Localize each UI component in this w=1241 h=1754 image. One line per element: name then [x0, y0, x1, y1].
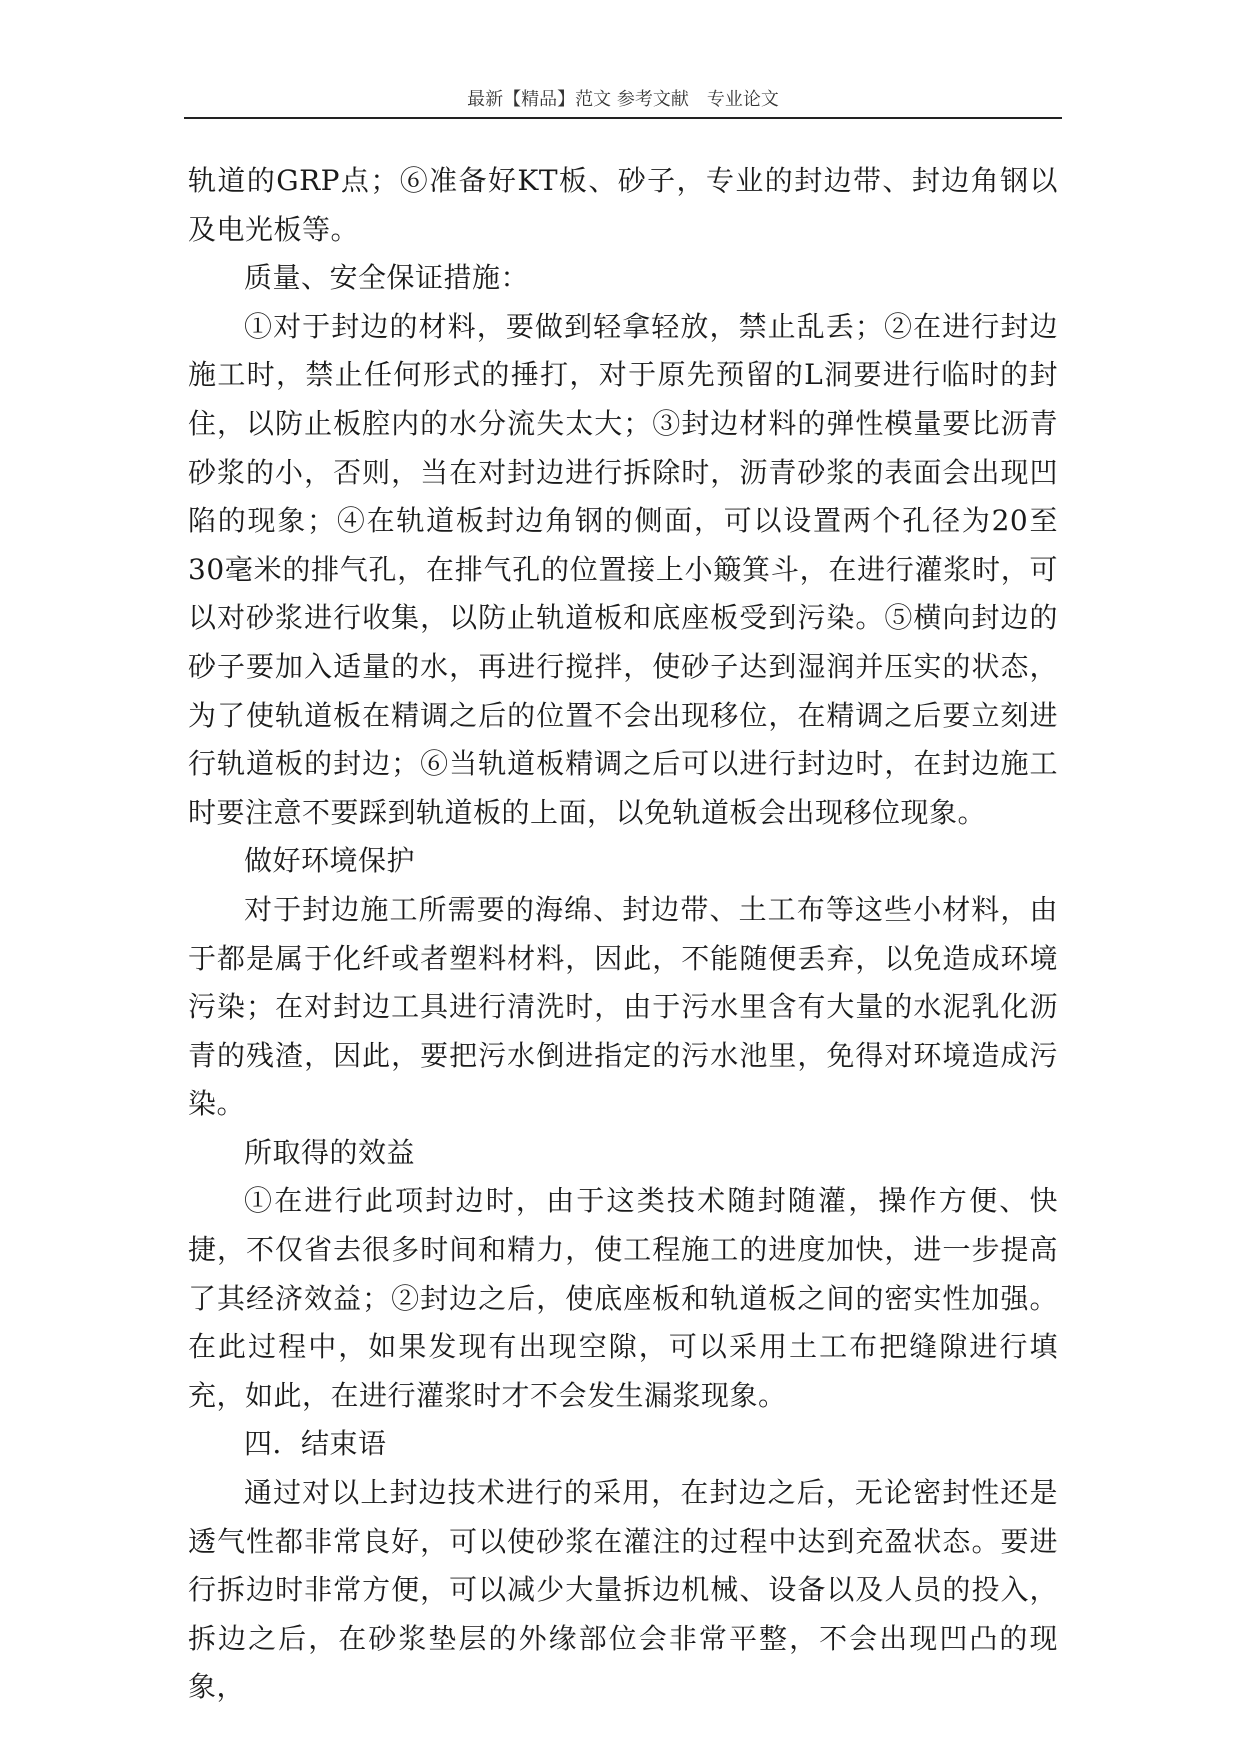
- paragraph-continuation: 轨道的GRP点；⑥准备好KT板、砂子，专业的封边带、封边角钢以及电光板等。: [188, 164, 1058, 246]
- heading-environmental-protection: 做好环境保护: [244, 844, 416, 878]
- heading-quality-safety-measures: 质量、安全保证措施：: [244, 261, 530, 295]
- paragraph-environmental-protection: 对于封边施工所需要的海绵、封边带、土工布等这些小材料，由于都是属于化纤或者塑料材料，因此，不能随便丢弃，以免造成环境污染；在对封边工具进行清洗时，由于污水里含有大量的水泥乳化沥青的残渣，因此，要把污水倒进指定的污水池里，免得对环境造成污染。: [188, 892, 1058, 1121]
- heading-benefits: 所取得的效益: [244, 1135, 416, 1169]
- heading-conclusion: 四．结束语: [244, 1427, 387, 1461]
- paragraph-conclusion: 通过对以上封边技术进行的采用，在封边之后，无论密封性还是透气性都非常良好，可以使砂浆在灌注的过程中达到充盈状态。要进行拆边时非常方便，可以减少大量拆边机械、设备以及人员的投入，拆边之后，在砂浆垫层的外缘部位会非常平整，不会出现凹凸的现象，: [188, 1476, 1058, 1704]
- paragraph-quality-safety: ①对于封边的材料，要做到轻拿轻放，禁止乱丢；②在进行封边施工时，禁止任何形式的捶打，对于原先预留的L洞要进行临时的封住，以防止板腔内的水分流失太大；③封边材料的弹性模量要比沥青砂浆的小，否则，当在对封边进行拆除时，沥青砂浆的表面会出现凹陷的现象；④在轨道板封边角钢的侧面，可以设置两个孔径为20至30毫米的排气孔，在排气孔的位置接上小簸箕斗，在进行灌浆时，可以对砂浆进行收集，以防止轨道板和底座板受到污染。⑤横向封边的砂子要加入适量的水，再进行搅拌，使砂子达到湿润并压实的状态，为了使轨道板在精调之后的位置不会出现移位，在精调之后要立刻进行轨道板的封边；⑥当轨道板精调之后可以进行封边时，在封边施工时要注意不要踩到轨道板的上面，以免轨道板会出现移位现象。: [188, 309, 1058, 829]
- paragraph-benefits: ①在进行此项封边时，由于这类技术随封随灌，操作方便、快捷，不仅省去很多时间和精力，使工程施工的进度加快，进一步提高了其经济效益；②封边之后，使底座板和轨道板之间的密实性加强。在此过程中，如果发现有出现空隙，可以采用土工布把缝隙进行填充，如此，在进行灌浆时才不会发生漏浆现象。: [188, 1184, 1058, 1412]
- document-body: [188, 157, 1058, 1712]
- header-divider: [184, 117, 1062, 119]
- page-header: 最新【精品】范文 参考文献 专业论文: [467, 89, 779, 110]
